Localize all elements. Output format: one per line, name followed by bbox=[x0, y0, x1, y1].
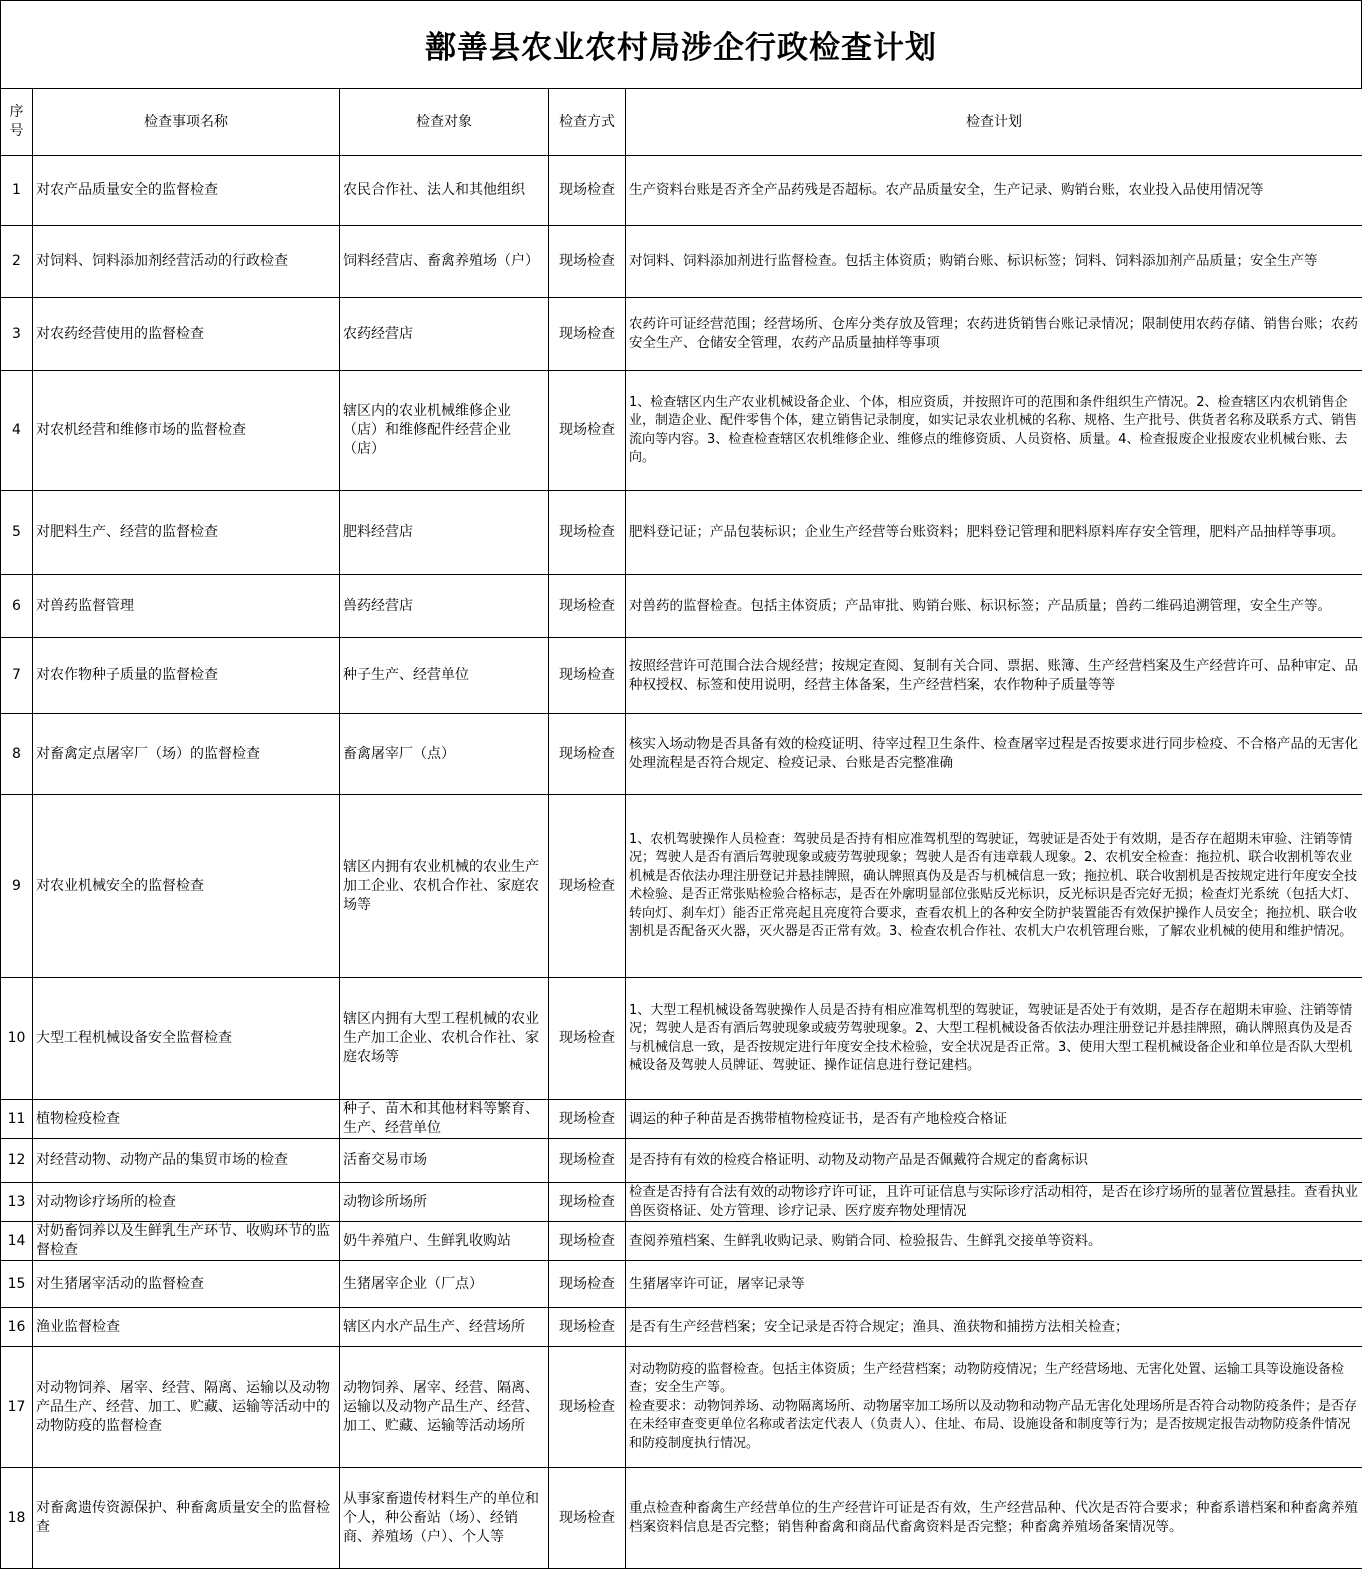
row-method: 现场检查 bbox=[549, 156, 626, 226]
row-name: 对生猪屠宰活动的监督检查 bbox=[33, 1261, 340, 1308]
row-plan: 按照经营许可范围合法合规经营；按规定查阅、复制有关合同、票据、账簿、生产经营档案及生产经营许可、品种审定、品种权授权、标签和使用说明，经营主体备案，生产经营档案，农作物种子质量等等 bbox=[626, 638, 1362, 714]
row-name: 对农业机械安全的监督检查 bbox=[33, 795, 340, 978]
header-plan: 检查计划 bbox=[626, 89, 1362, 156]
row-no: 14 bbox=[1, 1222, 33, 1261]
row-no: 9 bbox=[1, 795, 33, 978]
row-no: 4 bbox=[1, 371, 33, 491]
row-no: 13 bbox=[1, 1183, 33, 1222]
row-target: 农药经营店 bbox=[340, 298, 549, 371]
table-row bbox=[1, 714, 1362, 795]
table-row bbox=[1, 491, 1362, 575]
table-row bbox=[1, 1183, 1362, 1222]
header-target: 检查对象 bbox=[340, 89, 549, 156]
row-target: 奶牛养殖户、生鲜乳收购站 bbox=[340, 1222, 549, 1261]
row-name: 对农产品质量安全的监督检查 bbox=[33, 156, 340, 226]
row-target: 饲料经营店、畜禽养殖场（户） bbox=[340, 226, 549, 298]
row-plan: 对兽药的监督检查。包括主体资质；产品审批、购销台账、标识标签；产品质量；兽药二维码追溯管理，安全生产等。 bbox=[626, 575, 1362, 638]
row-target: 从事家畜遗传材料生产的单位和个人，种公畜站（场）、经销商、养殖场（户）、个人等 bbox=[340, 1468, 549, 1569]
row-target: 动物诊所场所 bbox=[340, 1183, 549, 1222]
row-method: 现场检查 bbox=[549, 491, 626, 575]
row-target: 肥料经营店 bbox=[340, 491, 549, 575]
row-plan: 1、农机驾驶操作人员检查：驾驶员是否持有相应准驾机型的驾驶证，驾驶证是否处于有效期，是否存在超期未审验、注销等情况；驾驶人是否有酒后驾驶现象或疲劳驾驶现象；驾驶人是否有违章载人现象。2、农机安全检查：拖拉机、联合收割机等农业机械是否依法办理注册登记并悬挂牌照，确认牌照真伪及是否与机械信息一致；拖拉机、联合收割机是否按规定进行年度安全技术检验、是否正常张贴检验合格标志，是否在外廓明显部位张贴反光标识，反光标识是否完好无损；检查灯光系统（包括大灯、转向灯、刹车灯）能否正常亮起且亮度符合要求，查看农机上的各种安全防护装置能否有效保护操作人员安全；拖拉机、联合收割机是否配备灭火器，灭火器是否正常有效。3、检查农机合作社、农机大户农机管理台账，了解农业机械的使用和维护情况。 bbox=[626, 795, 1362, 978]
row-plan: 是否持有有效的检疫合格证明、动物及动物产品是否佩戴符合规定的畜禽标识 bbox=[626, 1139, 1362, 1183]
row-target: 辖区内水产品生产、经营场所 bbox=[340, 1308, 549, 1347]
table-row bbox=[1, 156, 1362, 226]
row-name: 对饲料、饲料添加剂经营活动的行政检查 bbox=[33, 226, 340, 298]
row-no: 12 bbox=[1, 1139, 33, 1183]
row-method: 现场检查 bbox=[549, 978, 626, 1100]
row-no: 6 bbox=[1, 575, 33, 638]
row-plan: 农药许可证经营范围；经营场所、仓库分类存放及管理；农药进货销售台账记录情况；限制使用农药存储、销售台账；农药安全生产、仓储安全管理，农药产品质量抽样等事项 bbox=[626, 298, 1362, 371]
table-row bbox=[1, 1100, 1362, 1139]
header-name: 检查事项名称 bbox=[33, 89, 340, 156]
row-no: 8 bbox=[1, 714, 33, 795]
row-name: 对经营动物、动物产品的集贸市场的检查 bbox=[33, 1139, 340, 1183]
header-method: 检查方式 bbox=[549, 89, 626, 156]
table-row bbox=[1, 1468, 1362, 1569]
header-no: 序号 bbox=[1, 89, 33, 156]
row-plan: 查阅养殖档案、生鲜乳收购记录、购销合同、检验报告、生鲜乳交接单等资料。 bbox=[626, 1222, 1362, 1261]
row-name: 对畜禽定点屠宰厂（场）的监督检查 bbox=[33, 714, 340, 795]
row-method: 现场检查 bbox=[549, 1468, 626, 1569]
row-method: 现场检查 bbox=[549, 1222, 626, 1261]
row-plan: 调运的种子种苗是否携带植物检疫证书，是否有产地检疫合格证 bbox=[626, 1100, 1362, 1139]
row-method: 现场检查 bbox=[549, 1100, 626, 1139]
row-method: 现场检查 bbox=[549, 1347, 626, 1468]
title-row bbox=[0, 0, 1362, 88]
row-method: 现场检查 bbox=[549, 638, 626, 714]
table-row bbox=[1, 1222, 1362, 1261]
table-row bbox=[1, 298, 1362, 371]
row-method: 现场检查 bbox=[549, 1308, 626, 1347]
table-row bbox=[1, 371, 1362, 491]
row-plan: 1、大型工程机械设备驾驶操作人员是否持有相应准驾机型的驾驶证，驾驶证是否处于有效期，是否存在超期未审验、注销等情况；驾驶人是否有酒后驾驶现象或疲劳驾驶现象。2、大型工程机械设备否依法办理注册登记并悬挂牌照，确认牌照真伪及是否与机械信息一致，是否按规定进行年度安全技术检验，安全状况是否正常。3、使用大型工程机械设备企业和单位是否队大型机械设备及驾驶人员牌证、驾驶证、操作证信息进行登记建档。 bbox=[626, 978, 1362, 1100]
row-no: 10 bbox=[1, 978, 33, 1100]
row-name: 对奶畜饲养以及生鲜乳生产环节、收购环节的监督检查 bbox=[33, 1222, 340, 1261]
row-plan: 肥料登记证；产品包装标识；企业生产经营等台账资料；肥料登记管理和肥料原料库存安全管理，肥料产品抽样等事项。 bbox=[626, 491, 1362, 575]
table-row bbox=[1, 978, 1362, 1100]
row-method: 现场检查 bbox=[549, 298, 626, 371]
row-name: 对兽药监督管理 bbox=[33, 575, 340, 638]
row-no: 3 bbox=[1, 298, 33, 371]
row-target: 种子生产、经营单位 bbox=[340, 638, 549, 714]
row-name: 对畜禽遗传资源保护、种畜禽质量安全的监督检查 bbox=[33, 1468, 340, 1569]
row-name: 对农药经营使用的监督检查 bbox=[33, 298, 340, 371]
row-plan: 对饲料、饲料添加剂进行监督检查。包括主体资质；购销台账、标识标签；饲料、饲料添加剂产品质量；安全生产等 bbox=[626, 226, 1362, 298]
row-no: 5 bbox=[1, 491, 33, 575]
row-plan: 重点检查种畜禽生产经营单位的生产经营许可证是否有效，生产经营品种、代次是否符合要求；种畜系谱档案和种畜禽养殖档案资料信息是否完整；销售种畜禽和商品代畜禽资料是否完整；种畜禽养殖场备案情况等。 bbox=[626, 1468, 1362, 1569]
row-no: 2 bbox=[1, 226, 33, 298]
page-title: 鄯善县农业农村局涉企行政检查计划 bbox=[425, 22, 937, 67]
row-no: 1 bbox=[1, 156, 33, 226]
header-row bbox=[1, 89, 1362, 156]
table-row bbox=[1, 575, 1362, 638]
row-plan: 1、检查辖区内生产农业机械设备企业、个体，相应资质，并按照许可的范围和条件组织生产情况。2、检查辖区内农机销售企业，制造企业、配件零售个体，建立销售记录制度，如实记录农业机械的名称、规格、生产批号、供货者名称及联系方式、销售流向等内容。3、检查检查辖区农机维修企业、维修点的维修资质、人员资格、质量。4、检查报废企业报废农业机械台账、去向。 bbox=[626, 371, 1362, 491]
row-no: 15 bbox=[1, 1261, 33, 1308]
row-method: 现场检查 bbox=[549, 1139, 626, 1183]
row-name: 渔业监督检查 bbox=[33, 1308, 340, 1347]
row-no: 18 bbox=[1, 1468, 33, 1569]
row-target: 辖区内拥有农业机械的农业生产加工企业、农机合作社、家庭农场等 bbox=[340, 795, 549, 978]
row-target: 畜禽屠宰厂（点） bbox=[340, 714, 549, 795]
row-plan: 是否有生产经营档案；安全记录是否符合规定；渔具、渔获物和捕捞方法相关检查； bbox=[626, 1308, 1362, 1347]
table-row bbox=[1, 1308, 1362, 1347]
row-name: 对肥料生产、经营的监督检查 bbox=[33, 491, 340, 575]
row-target: 生猪屠宰企业（厂点） bbox=[340, 1261, 549, 1308]
row-no: 11 bbox=[1, 1100, 33, 1139]
inspection-table bbox=[0, 88, 1362, 1569]
row-method: 现场检查 bbox=[549, 714, 626, 795]
row-no: 7 bbox=[1, 638, 33, 714]
row-plan: 生猪屠宰许可证，屠宰记录等 bbox=[626, 1261, 1362, 1308]
row-method: 现场检查 bbox=[549, 1261, 626, 1308]
row-method: 现场检查 bbox=[549, 575, 626, 638]
row-plan: 检查是否持有合法有效的动物诊疗许可证，且许可证信息与实际诊疗活动相符，是否在诊疗场所的显著位置悬挂。查看执业兽医资格证、处方管理、诊疗记录、医疗废弃物处理情况 bbox=[626, 1183, 1362, 1222]
row-name: 对农作物种子质量的监督检查 bbox=[33, 638, 340, 714]
table-row bbox=[1, 638, 1362, 714]
row-no: 17 bbox=[1, 1347, 33, 1468]
row-target: 辖区内拥有大型工程机械的农业生产加工企业、农机合作社、家庭农场等 bbox=[340, 978, 549, 1100]
row-no: 16 bbox=[1, 1308, 33, 1347]
row-method: 现场检查 bbox=[549, 1183, 626, 1222]
table-row bbox=[1, 1347, 1362, 1468]
row-target: 辖区内的农业机械维修企业（店）和维修配件经营企业（店） bbox=[340, 371, 549, 491]
row-plan: 对动物防疫的监督检查。包括主体资质；生产经营档案；动物防疫情况；生产经营场地、无害化处置、运输工具等设施设备检查；安全生产等。 检查要求：动物饲养场、动物隔离场所、动物屠宰加工场所以及动物和动物产品无害化处理场所是否符合动物防疫条件；是否存在未经审查变更单位名称或者法定代表人（负责人）、住址、布局、设施设备和制度等行为；是否按规定报告动物防疫条件情况和防疫制度执行情况。 bbox=[626, 1347, 1362, 1468]
row-name: 对农机经营和维修市场的监督检查 bbox=[33, 371, 340, 491]
row-name: 植物检疫检查 bbox=[33, 1100, 340, 1139]
table-row bbox=[1, 1261, 1362, 1308]
row-target: 兽药经营店 bbox=[340, 575, 549, 638]
row-name: 对动物诊疗场所的检查 bbox=[33, 1183, 340, 1222]
row-name: 对动物饲养、屠宰、经营、隔离、运输以及动物产品生产、经营、加工、贮藏、运输等活动中的动物防疫的监督检查 bbox=[33, 1347, 340, 1468]
table-row bbox=[1, 1139, 1362, 1183]
row-method: 现场检查 bbox=[549, 226, 626, 298]
table-row bbox=[1, 226, 1362, 298]
row-target: 活畜交易市场 bbox=[340, 1139, 549, 1183]
row-target: 农民合作社、法人和其他组织 bbox=[340, 156, 549, 226]
row-plan: 核实入场动物是否具备有效的检疫证明、待宰过程卫生条件、检查屠宰过程是否按要求进行同步检疫、不合格产品的无害化处理流程是否符合规定、检疫记录、台账是否完整准确 bbox=[626, 714, 1362, 795]
row-name: 大型工程机械设备安全监督检查 bbox=[33, 978, 340, 1100]
row-plan: 生产资料台账是否齐全产品药残是否超标。农产品质量安全，生产记录、购销台账，农业投入品使用情况等 bbox=[626, 156, 1362, 226]
row-method: 现场检查 bbox=[549, 371, 626, 491]
row-target: 动物饲养、屠宰、经营、隔离、运输以及动物产品生产、经营、加工、贮藏、运输等活动场所 bbox=[340, 1347, 549, 1468]
table-row bbox=[1, 795, 1362, 978]
row-method: 现场检查 bbox=[549, 795, 626, 978]
row-target: 种子、苗木和其他材料等繁育、生产、经营单位 bbox=[340, 1100, 549, 1139]
